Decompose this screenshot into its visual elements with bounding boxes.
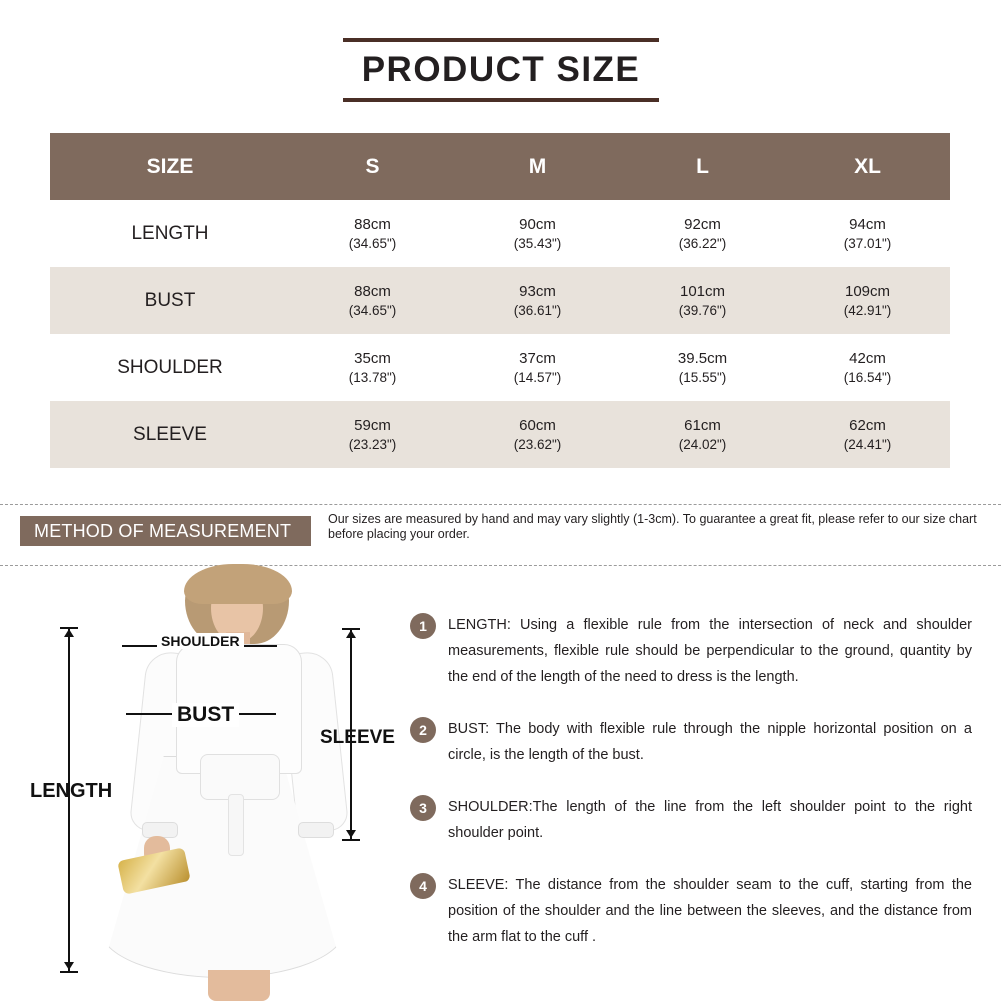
- cell-value-cm: 35cm: [354, 349, 391, 367]
- step-text-sleeve: SLEEVE: The distance from the shoulder seam to the cuff, starting from the position of the shoulder and the line between the sleeves, and the distance from the arm flat to the cuff .: [448, 877, 972, 945]
- cell-shoulder-m: [455, 334, 620, 401]
- table-body: [50, 200, 950, 468]
- column-header-size: SIZE: [50, 133, 290, 200]
- cell-value-cm: 90cm: [519, 215, 556, 233]
- cell-sleeve-l: [620, 401, 785, 468]
- cell-value-inch: (23.23"): [348, 436, 397, 452]
- sleeve-measure-label: SLEEVE: [320, 727, 395, 748]
- cell-value-cm: 39.5cm: [677, 349, 728, 367]
- cell-sleeve-s: [290, 401, 455, 468]
- row-label-length: LENGTH: [50, 200, 290, 267]
- method-of-measurement-banner: METHOD OF MEASUREMENT: [20, 516, 311, 546]
- cell-value-cm: 94cm: [849, 215, 886, 233]
- step-number-1: 1: [410, 613, 436, 639]
- list-item: [410, 716, 972, 768]
- length-cap-bottom: [60, 971, 78, 973]
- table-header-row: [50, 133, 950, 200]
- column-header-xl: XL: [785, 133, 950, 200]
- title-rule-top: [343, 38, 659, 42]
- row-label-bust: BUST: [50, 267, 290, 334]
- cell-sleeve-xl: [785, 401, 950, 468]
- table-row: [50, 200, 950, 267]
- step-text-length: LENGTH: Using a flexible rule from the intersection of neck and shoulder measurements, flexible rule should be perpendicular to the ground, quantity by the end of the length of the need to dress is the length.: [448, 617, 972, 685]
- cell-value-inch: (34.65"): [348, 302, 397, 318]
- cell-value-inch: (36.61"): [513, 302, 562, 318]
- cell-value-inch: (39.76"): [678, 302, 727, 318]
- cell-bust-xl: [785, 267, 950, 334]
- dress-belt-tail: [228, 794, 244, 856]
- cell-value-cm: 93cm: [519, 282, 556, 300]
- cell-value-inch: (14.57"): [513, 369, 562, 385]
- table-header: [50, 133, 950, 200]
- cell-value-inch: (34.65"): [348, 235, 397, 251]
- cell-length-m: [455, 200, 620, 267]
- cell-length-s: [290, 200, 455, 267]
- cell-value-inch: (24.02"): [678, 436, 727, 452]
- cell-value-cm: 101cm: [679, 282, 726, 300]
- sleeve-arrow-down: [346, 830, 356, 838]
- cell-value-cm: 60cm: [519, 416, 556, 434]
- cell-value-cm: 88cm: [354, 215, 391, 233]
- cell-value-inch: (23.62"): [513, 436, 562, 452]
- step-number-2: 2: [410, 717, 436, 743]
- list-item: [410, 794, 972, 846]
- cell-bust-s: [290, 267, 455, 334]
- measurement-instructions: [410, 612, 972, 976]
- cell-value-cm: 109cm: [844, 282, 891, 300]
- step-number-3: 3: [410, 795, 436, 821]
- cell-value-cm: 92cm: [684, 215, 721, 233]
- table-row: [50, 334, 950, 401]
- cell-length-l: [620, 200, 785, 267]
- model-hair-front: [184, 564, 292, 604]
- length-arrow-up: [64, 629, 74, 637]
- step-text-shoulder: SHOULDER:The length of the line from the left shoulder point to the right shoulder point.: [448, 799, 972, 841]
- length-arrow-down: [64, 962, 74, 970]
- sleeve-arrow-up: [346, 630, 356, 638]
- column-header-s: S: [290, 133, 455, 200]
- cell-value-inch: (37.01"): [843, 235, 892, 251]
- cell-sleeve-m: [455, 401, 620, 468]
- cell-value-cm: 37cm: [519, 349, 556, 367]
- model-legs: [208, 970, 270, 1001]
- row-label-sleeve: SLEEVE: [50, 401, 290, 468]
- shoulder-measure-label: SHOULDER: [157, 633, 244, 649]
- page-title: [343, 38, 659, 102]
- cell-shoulder-s: [290, 334, 455, 401]
- list-item: [410, 872, 972, 950]
- length-measure-label: LENGTH: [30, 780, 113, 802]
- row-label-shoulder: SHOULDER: [50, 334, 290, 401]
- sleeve-cap-bottom: [342, 839, 360, 841]
- title-text: PRODUCT SIZE: [361, 50, 641, 89]
- dress-illustration: [80, 566, 350, 1001]
- column-header-m: M: [455, 133, 620, 200]
- cell-value-inch: (36.22"): [678, 235, 727, 251]
- measurement-disclaimer: Our sizes are measured by hand and may vary slightly (1-3cm). To guarantee a great fit, please refer to our size chart before placing your order.: [328, 512, 977, 541]
- cell-value-cm: 42cm: [849, 349, 886, 367]
- step-number-4: 4: [410, 873, 436, 899]
- cell-value-inch: (13.78"): [348, 369, 397, 385]
- cell-value-cm: 62cm: [849, 416, 886, 434]
- list-item: [410, 612, 972, 690]
- dress-right-cuff: [298, 822, 334, 838]
- cell-shoulder-l: [620, 334, 785, 401]
- column-header-l: L: [620, 133, 785, 200]
- size-chart-table: [50, 133, 950, 468]
- table-row: [50, 401, 950, 468]
- cell-length-xl: [785, 200, 950, 267]
- cell-bust-l: [620, 267, 785, 334]
- cell-value-inch: (42.91"): [843, 302, 892, 318]
- title-rule-bottom: [343, 98, 659, 102]
- cell-value-cm: 59cm: [354, 416, 391, 434]
- cell-value-inch: (15.55"): [678, 369, 727, 385]
- cell-bust-m: [455, 267, 620, 334]
- cell-value-inch: (35.43"): [513, 235, 562, 251]
- cell-value-cm: 88cm: [354, 282, 391, 300]
- divider-top: [0, 504, 1001, 505]
- table-row: [50, 267, 950, 334]
- step-text-bust: BUST: The body with flexible rule through the nipple horizontal position on a circle, is the length of the bust.: [448, 721, 972, 763]
- cell-value-inch: (24.41"): [843, 436, 892, 452]
- cell-value-inch: (16.54"): [843, 369, 892, 385]
- cell-shoulder-xl: [785, 334, 950, 401]
- cell-value-cm: 61cm: [684, 416, 721, 434]
- bust-measure-label: BUST: [172, 703, 239, 727]
